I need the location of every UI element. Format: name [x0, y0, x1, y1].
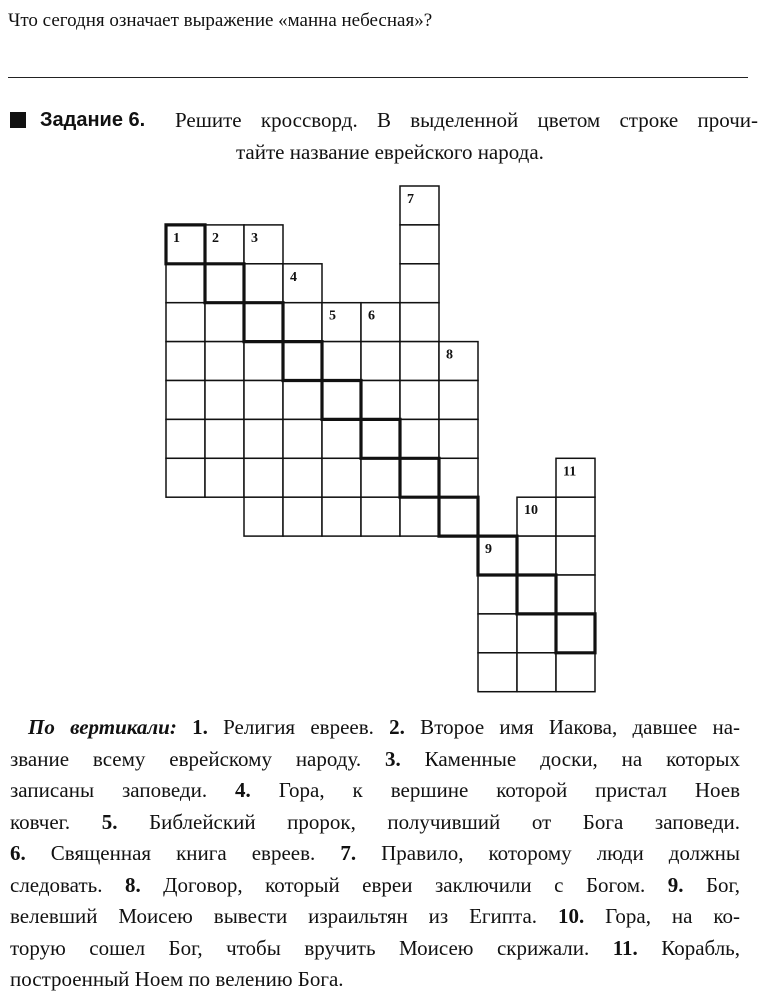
crossword-cell[interactable] [400, 458, 439, 497]
crossword-cell[interactable] [517, 575, 556, 614]
crossword-cell[interactable] [556, 653, 595, 692]
crossword-cell[interactable] [400, 419, 439, 458]
clue-number-6: 6 [368, 308, 375, 324]
clue-line: звание всему еврейскому народу. 3. Каменные доски, на которых [10, 746, 740, 771]
crossword-cell[interactable] [322, 458, 361, 497]
clue-line: 6. Священная книга евреев. 7. Правило, которому люди должны [10, 841, 741, 865]
clue-number-11: 11 [563, 464, 577, 480]
clue-line: торую сошел Бог, чтобы вручить Моисею скрижали. 11. Корабль, [10, 935, 741, 960]
crossword-cell[interactable] [244, 303, 283, 342]
crossword-cell[interactable] [439, 497, 478, 536]
crossword-cell[interactable] [244, 497, 283, 536]
clue-line: ковчег. 5. Библейский пророк, получивший от Бога заповеди. [10, 809, 740, 834]
crossword-cell[interactable] [400, 186, 439, 225]
clue-number-5: 5 [329, 308, 336, 324]
crossword-cell[interactable] [400, 342, 439, 381]
crossword-cell[interactable] [205, 381, 244, 420]
crossword-cell[interactable] [283, 381, 322, 420]
crossword-cell[interactable] [244, 264, 283, 303]
crossword-cell[interactable] [439, 419, 478, 458]
crossword-cell[interactable] [361, 458, 400, 497]
crossword-cell[interactable] [244, 458, 283, 497]
crossword-cell[interactable] [478, 536, 517, 575]
clue-line: По вертикали: 1. Религия евреев. 2. Второе имя Иакова, давшее на- [28, 715, 741, 739]
crossword-cell[interactable] [283, 342, 322, 381]
clue-number-4: 4 [290, 269, 297, 285]
crossword-cell[interactable] [322, 381, 361, 420]
clues-block [10, 712, 740, 996]
crossword-cell[interactable] [283, 497, 322, 536]
crossword-cell[interactable] [283, 419, 322, 458]
crossword-cell[interactable] [517, 653, 556, 692]
crossword-cell[interactable] [556, 614, 595, 653]
task-text-line-2: тайте название еврейского народа. [236, 140, 544, 164]
crossword-cell[interactable] [205, 419, 244, 458]
crossword-cell[interactable] [205, 225, 244, 264]
crossword-cell[interactable] [205, 342, 244, 381]
crossword-cell[interactable] [244, 342, 283, 381]
clue-number-10: 10 [524, 503, 538, 519]
clue-number-9: 9 [485, 542, 492, 558]
clue-line: велевший Моисею вывести израильтян из Египта. 10. Гора, на ко- [10, 904, 741, 928]
clue-number-3: 3 [251, 230, 258, 246]
crossword-cell[interactable] [439, 342, 478, 381]
crossword-cell[interactable] [283, 458, 322, 497]
task-heading: Задание 6. [40, 109, 146, 131]
crossword-cell[interactable] [283, 303, 322, 342]
crossword-cell[interactable] [517, 614, 556, 653]
crossword-cell[interactable] [322, 303, 361, 342]
clue-line: построенный Ноем по велению Бога. [10, 967, 344, 991]
crossword-cell[interactable] [166, 342, 205, 381]
crossword-cell[interactable] [478, 614, 517, 653]
crossword-cell[interactable] [361, 497, 400, 536]
crossword-cell[interactable] [166, 225, 205, 264]
crossword-cell[interactable] [517, 536, 556, 575]
crossword-cell[interactable] [400, 381, 439, 420]
crossword-cell[interactable] [400, 264, 439, 303]
crossword-cell[interactable] [166, 303, 205, 342]
crossword-cell[interactable] [400, 497, 439, 536]
clue-number-7: 7 [407, 192, 414, 207]
crossword-cell[interactable] [166, 419, 205, 458]
clue-line: записаны заповеди. 4. Гора, к вершине которой пристал Ноев [10, 778, 740, 802]
crossword-cell[interactable] [361, 303, 400, 342]
crossword-cell[interactable] [556, 536, 595, 575]
question-text: Что сегодня означает выражение «манна небесная»? [8, 10, 433, 31]
crossword-cell[interactable] [322, 419, 361, 458]
crossword-cell[interactable] [439, 381, 478, 420]
crossword-cell[interactable] [244, 419, 283, 458]
crossword-cell[interactable] [244, 381, 283, 420]
clue-line: следовать. 8. Договор, который евреи заключили с Богом. 9. Бог, [10, 872, 741, 897]
crossword-cell[interactable] [205, 303, 244, 342]
crossword-cell[interactable] [361, 381, 400, 420]
crossword-cell[interactable] [478, 653, 517, 692]
task-text-line-1: Решите кроссворд. В выделенной цветом строке прочи- [175, 108, 758, 132]
clue-number-1: 1 [173, 230, 180, 246]
crossword-cell[interactable] [205, 264, 244, 303]
crossword-cell[interactable] [283, 264, 322, 303]
crossword-cell[interactable] [556, 497, 595, 536]
crossword-cell[interactable] [439, 458, 478, 497]
crossword-cell[interactable] [244, 225, 283, 264]
crossword-cell[interactable] [322, 497, 361, 536]
crossword-cell[interactable] [361, 342, 400, 381]
crossword-cell[interactable] [400, 225, 439, 264]
crossword-cell[interactable] [166, 458, 205, 497]
crossword-cell[interactable] [166, 264, 205, 303]
clue-number-8: 8 [446, 347, 453, 363]
crossword-cell[interactable] [478, 575, 517, 614]
clues-lead: По вертикали: [28, 715, 177, 739]
crossword-cell[interactable] [400, 303, 439, 342]
crossword-cell[interactable] [166, 381, 205, 420]
crossword-cell[interactable] [361, 419, 400, 458]
crossword-cell[interactable] [322, 342, 361, 381]
clue-number-2: 2 [212, 230, 219, 246]
crossword-cell[interactable] [556, 575, 595, 614]
crossword-cell[interactable] [205, 458, 244, 497]
